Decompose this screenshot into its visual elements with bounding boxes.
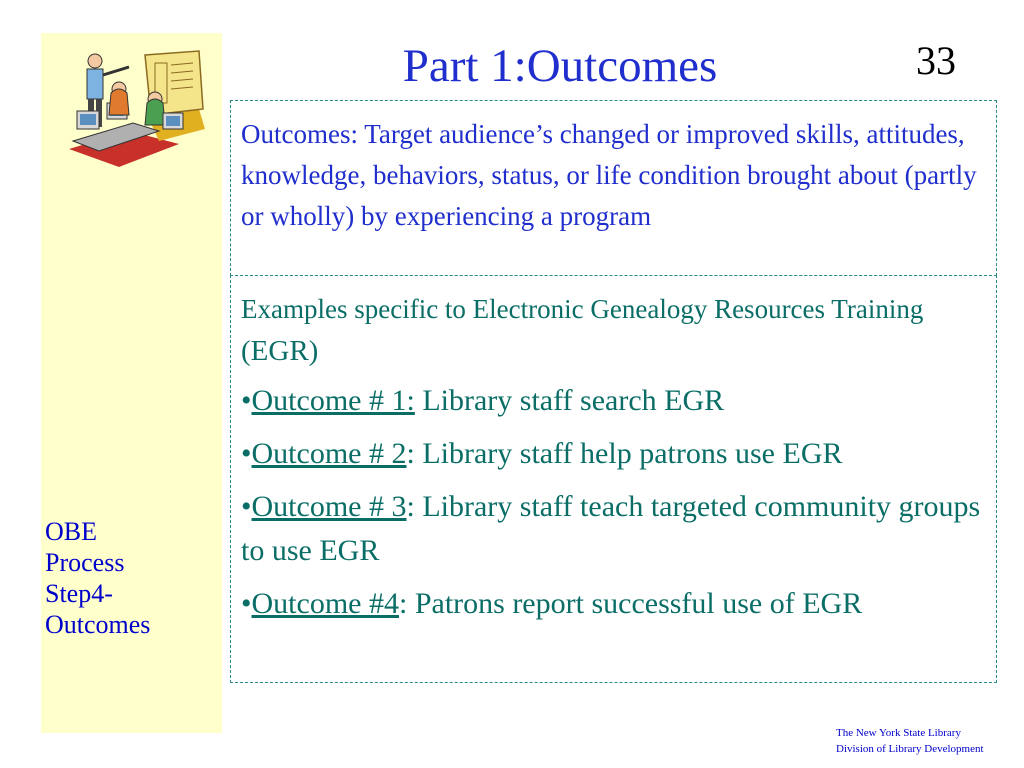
- outcome-item-4: [241, 582, 986, 626]
- footer-line-2: Division of Library Development: [836, 743, 984, 755]
- definition-box: [230, 100, 997, 276]
- outcome-4-text: : Patrons report successful use of EGR: [398, 587, 863, 620]
- outcome-2-text: : Library staff help patrons use EGR: [406, 437, 843, 470]
- outcome-item-2: [241, 432, 986, 476]
- slide-title: Part 1:Outcomes: [402, 40, 718, 92]
- outcome-2-link[interactable]: Outcome # 2: [251, 437, 407, 470]
- sidebar-step-label: [45, 516, 221, 640]
- sidebar-label-line: Outcomes: [45, 610, 151, 639]
- outcome-1-text: Library staff search EGR: [414, 384, 725, 417]
- page-number: 33: [916, 38, 956, 83]
- sidebar-label-line: Process: [45, 548, 125, 577]
- sidebar-panel: [41, 33, 222, 733]
- sidebar-label-line: OBE: [45, 517, 97, 546]
- examples-intro-text: Examples specific to Electronic Genealogy Resources Training: [241, 294, 924, 324]
- examples-intro: [241, 288, 986, 372]
- bullet-icon: •: [241, 437, 252, 470]
- outcome-3-link[interactable]: Outcome # 3: [251, 490, 407, 523]
- outcome-1-link[interactable]: Outcome # 1:: [251, 384, 415, 417]
- bullet-icon: •: [241, 490, 252, 523]
- examples-intro-abbr: (EGR): [241, 335, 319, 367]
- bullet-icon: •: [241, 384, 252, 417]
- outcome-item-3: [241, 485, 986, 573]
- outcome-3-text: : Library staff teach targeted community groups to use EGR: [241, 490, 981, 567]
- sidebar-label-line: Step4-: [45, 579, 113, 608]
- outcomes-definition: Outcomes: Target audience’s changed or improved skills, attitudes, knowledge, behaviors, status, or life condition brought about (partly or wholly) by experiencing a program: [241, 119, 977, 231]
- classroom-presentation-icon: [59, 49, 205, 171]
- outcome-4-link[interactable]: Outcome #4: [251, 587, 399, 620]
- bullet-icon: •: [241, 587, 252, 620]
- outcome-item-1: [241, 379, 986, 423]
- examples-box: [230, 275, 997, 683]
- footer-credit: [836, 725, 1016, 757]
- footer-line-1: The New York State Library: [836, 727, 961, 739]
